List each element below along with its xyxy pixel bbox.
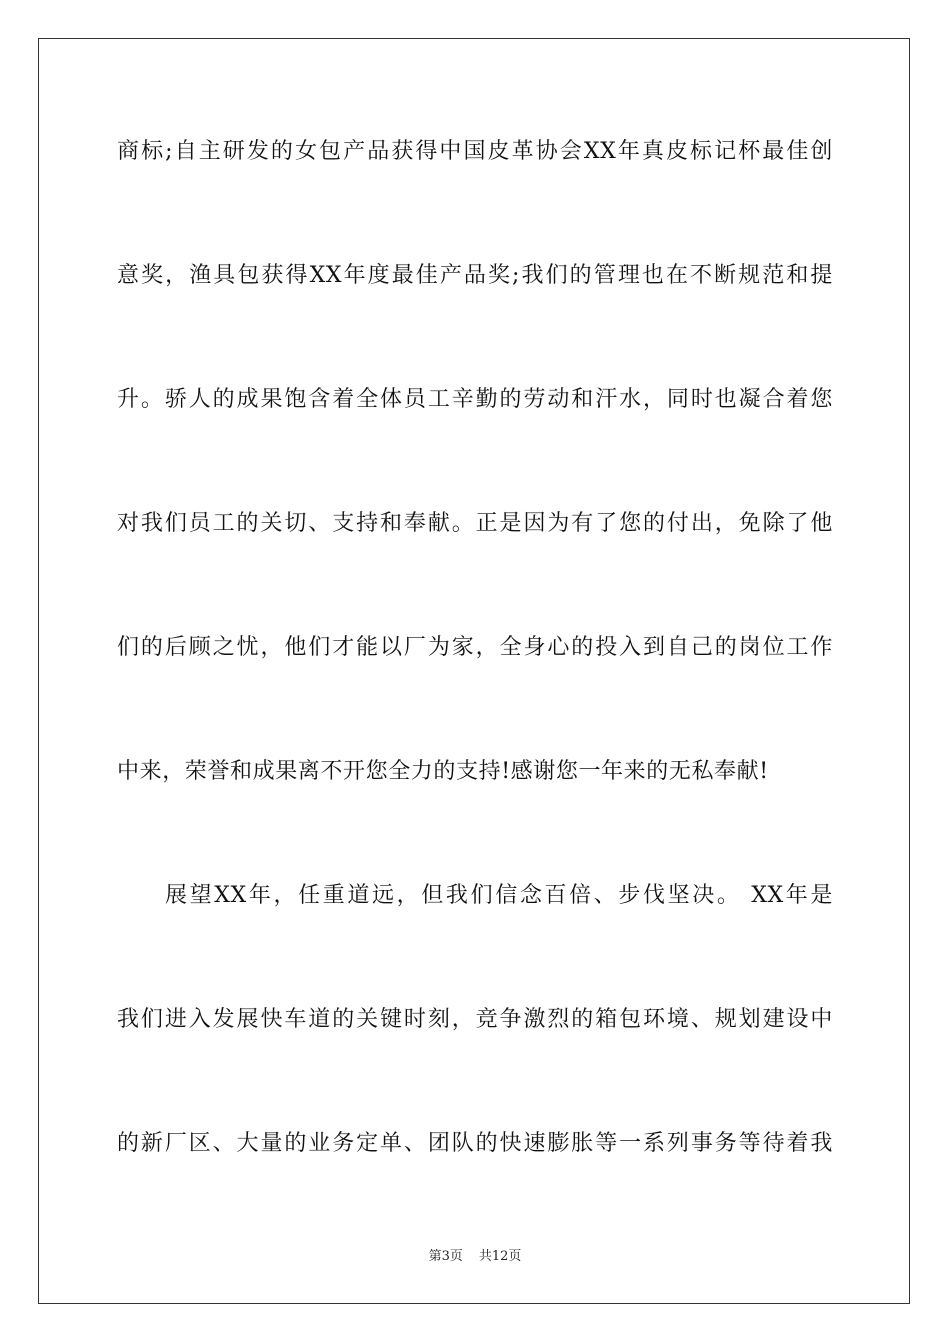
page-total: 共12页: [478, 1249, 522, 1264]
text-line-1: 商标;自主研发的女包产品获得中国皮革协会XX年真皮标记杯最佳创: [117, 139, 833, 164]
text-line-6: 中来，荣誉和成果离不开您全力的支持!感谢您一年来的无私奉献!: [117, 759, 769, 784]
text-line-4: 对我们员工的关切、支持和奉献。正是因为有了您的付出，免除了他: [117, 511, 833, 536]
page-footer: [0, 1247, 950, 1267]
text-line-9: 的新厂区、大量的业务定单、团队的快速膨胀等一系列事务等待着我: [117, 1131, 833, 1156]
text-line-7-paragraph-start: 展望XX年，任重道远，但我们信念百倍、步伐坚决。 XX年是: [165, 883, 833, 908]
page-number: 第3页: [428, 1249, 463, 1264]
page-border: [38, 38, 910, 1304]
text-line-2: 意奖，渔具包获得XX年度最佳产品奖;我们的管理也在不断规范和提: [117, 263, 833, 288]
text-line-3: 升。骄人的成果饱含着全体员工辛勤的劳动和汗水，同时也凝合着您: [117, 387, 833, 412]
text-line-5: 们的后顾之忧，他们才能以厂为家，全身心的投入到自己的岗位工作: [117, 635, 833, 660]
text-line-8: 我们进入发展快车道的关键时刻，竞争激烈的箱包环境、规划建设中: [117, 1007, 833, 1032]
